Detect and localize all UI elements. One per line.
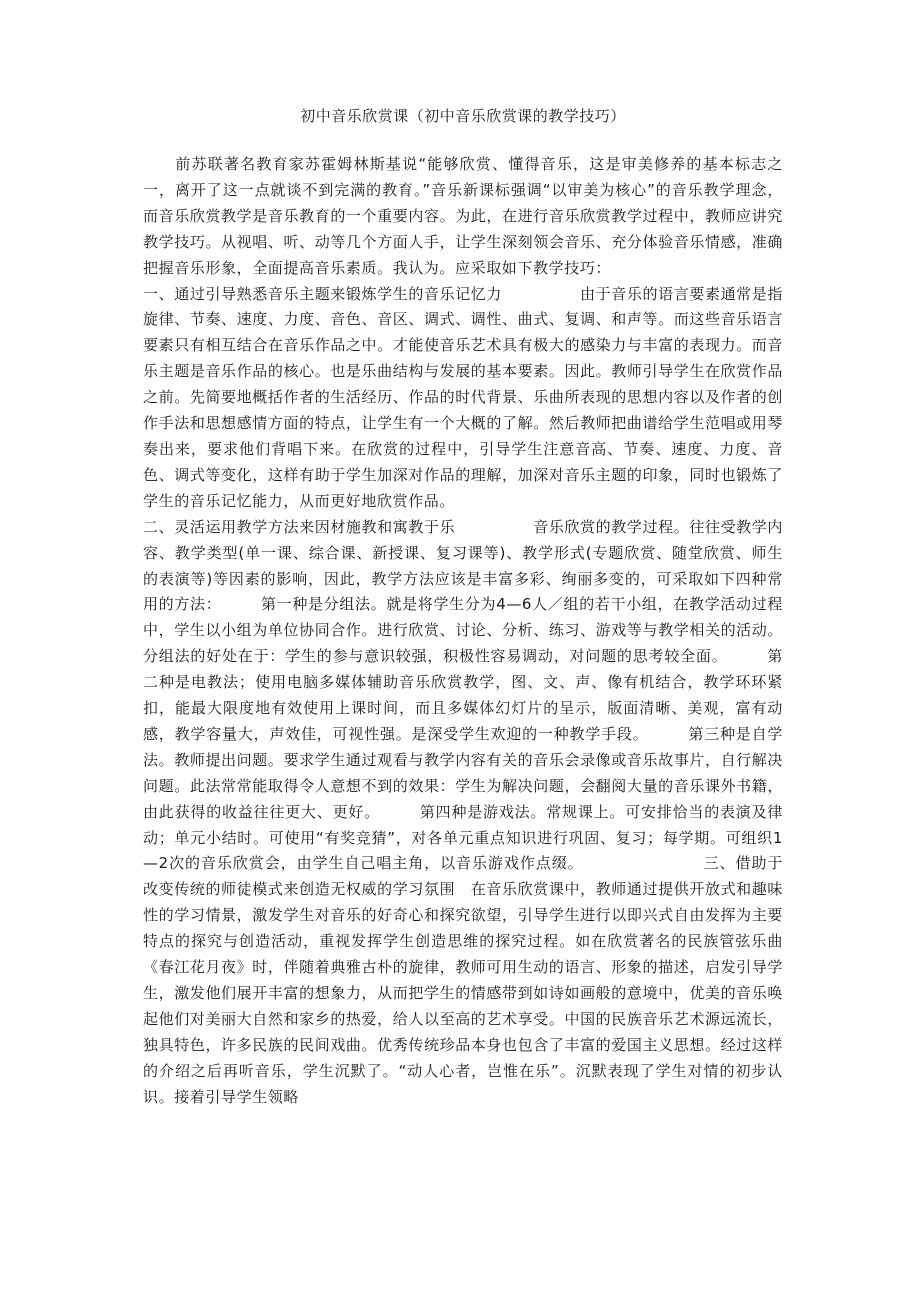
document-title: 初中音乐欣赏课（初中音乐欣赏课的教学技巧） — [300, 107, 626, 125]
document-body: 前苏联著名教育家苏霍姆林斯基说“能够欣赏、懂得音乐，这是审美修养的基本标志之一，离开了这一点就谈不到完满的教育。”音乐新课标强调“以审美为核心”的音乐教学理念，而音乐欣赏教学是音乐教育的一个重要内容。为此，在进行音乐欣赏教学过程中，教师应讲究教学技巧。从视唱、听、动等几个方面人手，让学生深刻领会音乐、充分体验音乐情感，准确把握音乐形象，全面提高音乐素质。我认为。应采取如下教学技巧： 一、通过引导熟悉音乐主题来锻炼学生的音乐记忆力 由于音乐的语言要素通常是指旋律、节奏、速度、力度、音色、音区、调式、调性、曲式、复调、和声等。而这些音乐语言要素只有相互结合在音乐作品之中。才能使音乐艺术具有极大的感染力与丰富的表现力。而音乐主题是音乐作品的核心。也是乐曲结构与发展的基本要素。因此。教师引导学生在欣赏作品之前。先简要地概括作者的生活经历、作品的时代背景、乐曲所表现的思想内容以及作者的创作手法和思想感情方面的特点，让学生有一个大概的了解。然后教师把曲谱给学生范唱或用琴奏出来，要求他们背唱下来。在欣赏的过程中，引导学生注意音高、节奏、速度、力度、音色、调式等变化，这样有助于学生加深对作品的理解，加深对音乐主题的印象，同时也锻炼了学生的音乐记忆能力，从而更好地欣赏作品。 二、灵活运用教学方法来因材施教和寓教于乐 音乐欣赏的教学过程。往往受教学内容、教学类型(单一课、综合课、新授课、复习课等)、教学形式(专题欣赏、随堂欣赏、师生的表演等)等因素的影响，因此，教学方法应该是丰富多彩、绚丽多变的，可采取如下四种常用的方法： 第一种是分组法。就是将学生分为4—6人／组的若干小组，在教学活动过程中，学生以小组为单位协同合作。进行欣赏、讨论、分析、练习、游戏等与教学相关的活动。分组法的好处在于：学生的参与意识较强，积极性容易调动，对问题的思考较全面。 第二种是电教法；使用电脑多媒体辅助音乐欣赏教学，图、文、声、像有机结合，教学环环紧扣，能最大限度地有效使用上课时间，而且多媒体幻灯片的呈示，版面清晰、美观，富有动感，教学容量大，声效佳，可视性强。是深受学生欢迎的一种教学手段。 第三种是自学法。教师提出问题。要求学生通过观看与教学内容有关的音乐会录像或音乐故事片，自行解决问题。此法常常能取得令人意想不到的效果：学生为解决问题，会翻阅大量的音乐课外书籍，由此获得的收益往往更大、更好。 第四种是游戏法。常规课上。可安排恰当的表演及律动；单元小结时。可使用“有奖竞猜”，对各单元重点知识进行巩固、复习；每学期。可组织1—2次的音乐欣赏会，由学生自己唱主角，以音乐游戏作点缀。 三、借助于改变传统的师徒模式来创造无权威的学习氛围 在音乐欣赏课中，教师通过提供开放式和趣味性的学习情景，激发学生对音乐的好奇心和探究欲望，引导学生进行以即兴式自由发挥为主要特点的探究与创造活动，重视发挥学生创造思维的探究过程。如在欣赏著名的民族管弦乐曲《春江花月夜》时，伴随着典雅古朴的旋律，教师可用生动的语言、形象的描述，启发引导学生，激发他们展开丰富的想象力，从而把学生的情感带到如诗如画般的意境中，优美的音乐唤起他们对美丽大自然和家乡的热爱，给人以至高的艺术享受。中国的民族音乐艺术源远流长，独具特色，许多民族的民间戏曲。优秀传统珍品本身也包含了丰富的爱国主义思想。经过这样的介绍之后再听音乐，学生沉默了。“动人心者，岂惟在乐”。沉默表现了学生对情的初步认识。接着引导学生领略 — [143, 155, 783, 1106]
document-page — [143, 106, 783, 1111]
